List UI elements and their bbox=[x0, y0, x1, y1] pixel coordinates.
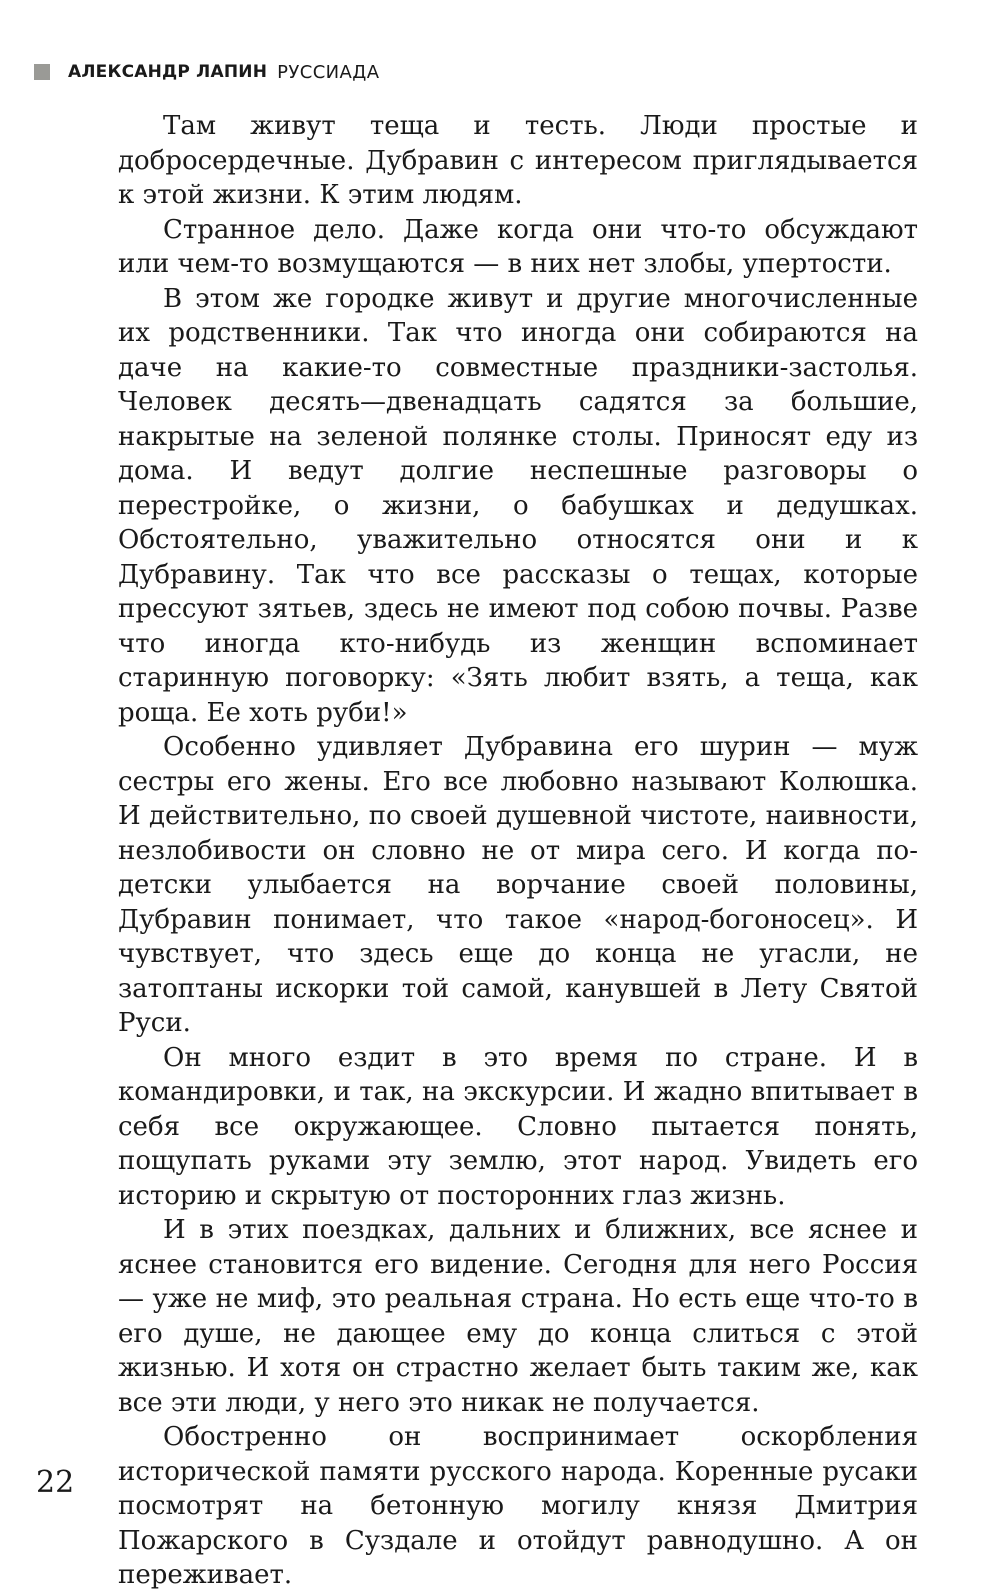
paragraph: Там живут теща и тесть. Люди простые и добросердечные. Дубравин с интересом приглядывается к этой жизни. К этим людям. bbox=[118, 111, 918, 210]
paragraph: Особенно удивляет Дубравина его шурин — муж сестры его жены. Его все любовно называют Колюшка. И действительно, по своей душевной чистоте, наивности, незлобивости он словно не от мира сего. И когда по-детски улыбается на ворчание своей половины, Дубравин понимает, что такое «народ-богоносец». И чувствует, что здесь еще до конца не угасли, не затоптаны искорки той самой, канувшей в Лету Святой Руси. bbox=[118, 732, 918, 1038]
running-head-author: АЛЕКСАНДР ЛАПИН bbox=[68, 62, 268, 82]
paragraph: Он много ездит в это время по стране. И в командировки, и так, на экскурсии. И жадно впитывает в себя все окружающее. Словно пытается понять, пощупать руками эту землю, этот народ. Увидеть его историю и скрытую от посторонних глаз жизнь. bbox=[118, 1042, 918, 1211]
running-head bbox=[34, 58, 379, 86]
running-head-marker bbox=[34, 64, 50, 80]
paragraph: И в этих поездках, дальних и ближних, все яснее и яснее становится его видение. Сегодня для него Россия — уже не миф, это реальная страна. Но есть еще что-то в его душе, не дающее ему до конца слиться с этой жизнью. И хотя он страстно желает быть таким же, как все эти люди, у него это никак не получается. bbox=[118, 1215, 918, 1418]
running-head-book-title: РУССИАДА bbox=[277, 61, 380, 83]
page-number: 22 bbox=[36, 1465, 75, 1500]
body-text bbox=[118, 109, 918, 1593]
paragraph: Обостренно он воспринимает оскорбления исторической памяти русского народа. Коренные русаки посмотрят на бетонную могилу князя Дмитрия Пожарского в Суздале и отойдут равнодушно. А он переживает. bbox=[118, 1422, 918, 1590]
paragraph: В этом же городке живут и другие многочисленные их родственники. Так что иногда они собираются на даче на какие-то совместные праздники-застолья. Человек десять—двенадцать садятся за большие, накрытые на зеленой полянке столы. Приносят еду из дома. И ведут долгие неспешные разговоры о перестройке, о жизни, о бабушках и дедушках. Обстоятельно, уважительно относятся они и к Дубравину. Так что все рассказы о тещах, которые прессуют зятьев, здесь не имеют под собою почвы. Разве что иногда кто-нибудь из женщин вспоминает старинную поговорку: «Зять любит взять, а теща, как роща. Ее хоть руби!» bbox=[118, 283, 918, 728]
paragraph: Странное дело. Даже когда они что-то обсуждают или чем-то возмущаются — в них нет злобы, упертости. bbox=[118, 214, 918, 279]
